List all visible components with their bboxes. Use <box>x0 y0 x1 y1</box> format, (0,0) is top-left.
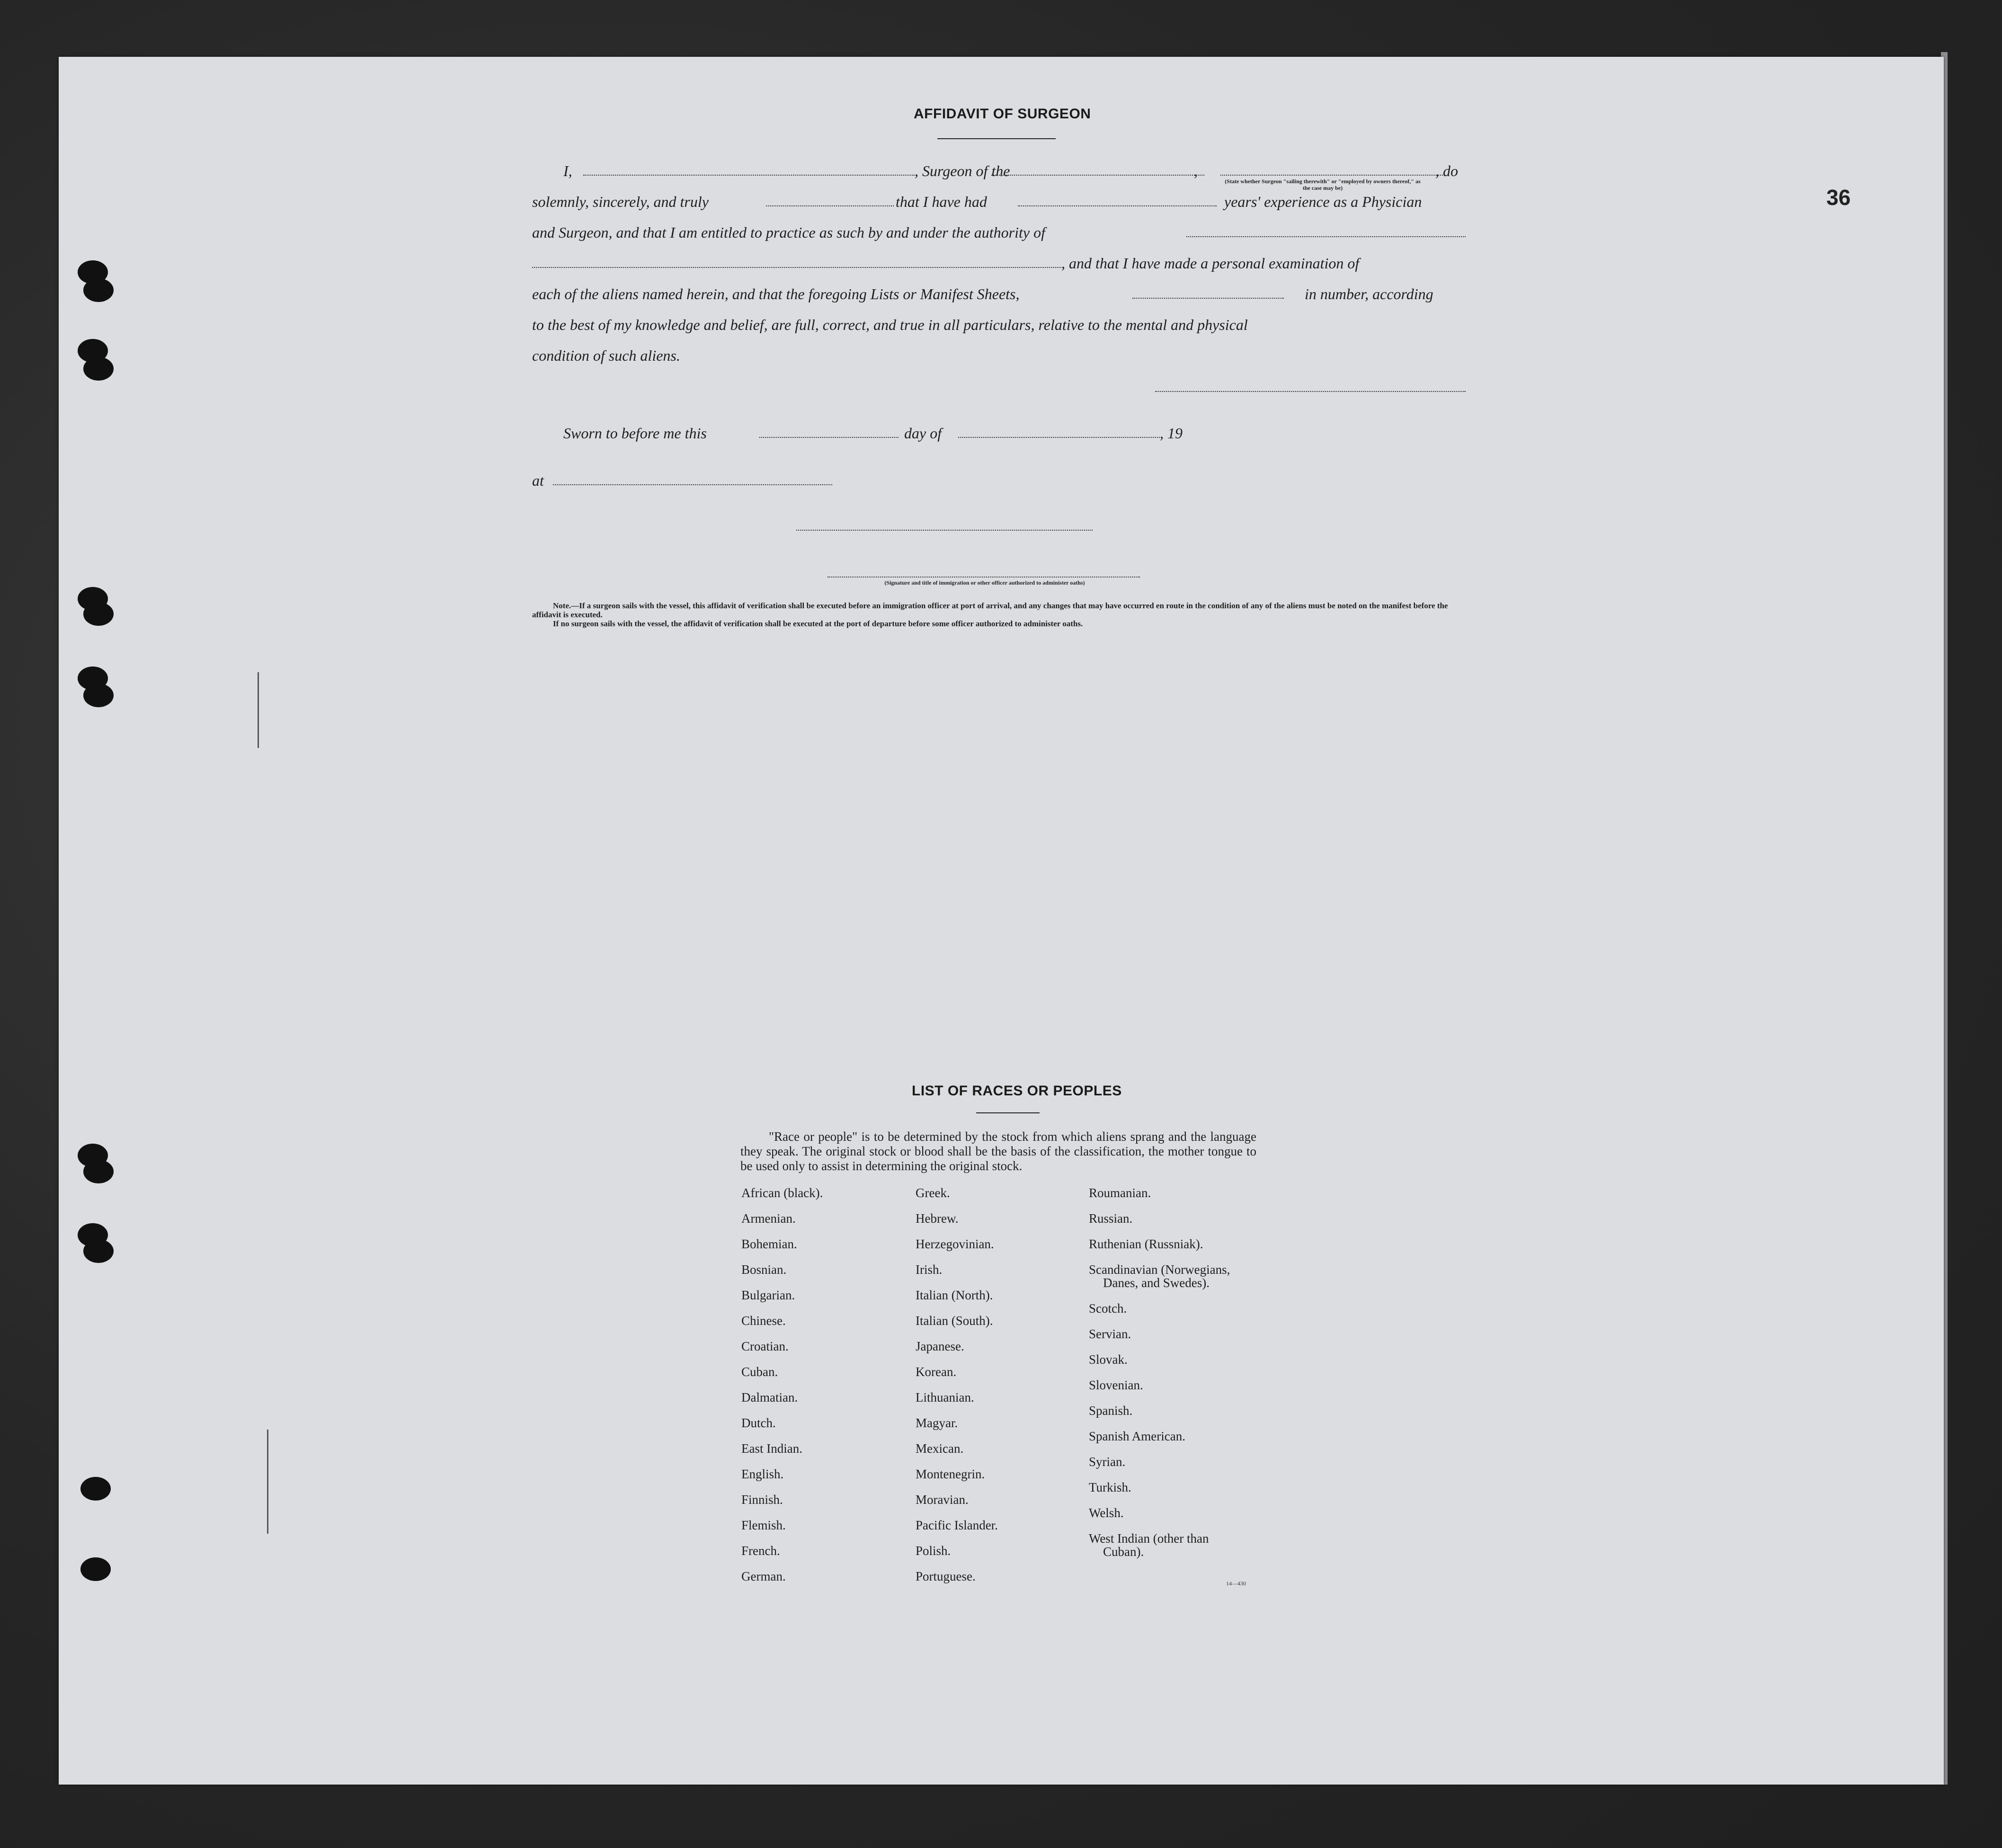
binder-hole <box>83 357 114 381</box>
race-item: Lithuanian. <box>916 1390 974 1404</box>
text-segment: day of <box>904 425 942 442</box>
race-item: Magyar. <box>916 1416 958 1430</box>
blank-sworn-place[interactable] <box>553 484 832 485</box>
race-item: Croatian. <box>741 1339 789 1353</box>
note-paragraph: Note.—If a surgeon sails with the vessel, this affidavit of verification shall be executed before an immigration officer at port of arrival, and any changes that may have occurred en route in the condition of any of the aliens must be noted on the manifest before the affidavit is executed. <box>532 601 1448 619</box>
race-item: Syrian. <box>1089 1455 1126 1469</box>
officer-signature-line[interactable] <box>796 530 1093 531</box>
blank-years[interactable] <box>1018 205 1217 206</box>
title-underline <box>937 138 1056 139</box>
text-segment: each of the aliens named herein, and that the foregoing Lists or Manifest Sheets, <box>532 285 1020 302</box>
race-item: Mexican. <box>916 1441 964 1456</box>
blank-sheet-count[interactable] <box>1132 298 1284 299</box>
affidavit-line-5 <box>532 282 1466 306</box>
races-title: LIST OF RACES OR PEOPLES <box>912 1083 1122 1099</box>
blank-authority[interactable] <box>1186 236 1466 237</box>
affidavit-line-2 <box>532 190 1466 213</box>
race-item: Hebrew. <box>916 1211 959 1226</box>
race-item: Slovenian. <box>1089 1378 1143 1392</box>
text-segment: , 19 <box>1160 425 1183 442</box>
text-segment: solemnly, sincerely, and truly <box>532 193 709 210</box>
binder-hole <box>83 1239 114 1263</box>
race-item: Bohemian. <box>741 1237 797 1251</box>
page-number: 36 <box>1826 185 1851 210</box>
race-item: West Indian (other than <box>1089 1531 1209 1546</box>
text-segment: Sworn to before me this <box>563 425 707 442</box>
affidavit-line-4 <box>532 251 1466 275</box>
race-item: French. <box>741 1544 780 1558</box>
race-item: Portuguese. <box>916 1569 976 1583</box>
races-title-underline <box>976 1112 1040 1113</box>
blank-sworn-day[interactable] <box>759 437 899 438</box>
race-item: Finnish. <box>741 1493 783 1507</box>
race-item: Bosnian. <box>741 1262 787 1277</box>
race-item: German. <box>741 1569 786 1583</box>
form-code: 14—430 <box>1226 1580 1246 1587</box>
margin-mark <box>258 672 259 748</box>
text-segment: years' experience as a Physician <box>1224 193 1422 210</box>
binder-hole <box>80 1477 111 1501</box>
text-segment: , <box>1194 162 1198 179</box>
race-item: Japanese. <box>916 1339 964 1353</box>
race-item: Roumanian. <box>1089 1186 1151 1200</box>
race-item: Slovak. <box>1089 1352 1128 1367</box>
race-item: Scandinavian (Norwegians, <box>1089 1262 1230 1277</box>
race-item: Pacific Islander. <box>916 1518 998 1532</box>
text-segment: , and that I have made a personal examination of <box>1061 255 1360 272</box>
race-item: Herzegovinian. <box>916 1237 994 1251</box>
blank-vessel[interactable] <box>991 175 1204 176</box>
text-segment: to the best of my knowledge and belief, are full, correct, and true in all particulars, relative to the mental and physical <box>532 316 1248 333</box>
blank-oath-word[interactable] <box>766 205 894 206</box>
race-item: African (black). <box>741 1186 823 1200</box>
race-item: Italian (North). <box>916 1288 993 1302</box>
race-item-cont: Cuban). <box>1103 1545 1144 1559</box>
race-item: Scotch. <box>1089 1301 1127 1315</box>
binder-hole <box>83 684 114 707</box>
text-segment: in number, according <box>1305 285 1433 302</box>
text-segment: , do <box>1435 162 1458 179</box>
race-item: Polish. <box>916 1544 951 1558</box>
race-item: Korean. <box>916 1365 957 1379</box>
race-item: Dutch. <box>741 1416 776 1430</box>
blank-sworn-month[interactable] <box>958 437 1160 438</box>
text-segment: that I have had <box>896 193 987 210</box>
binder-hole <box>83 602 114 626</box>
race-item: Flemish. <box>741 1518 786 1532</box>
races-intro <box>740 1129 1256 1173</box>
intro-paragraph: "Race or people" is to be determined by the stock from which aliens sprang and the language they speak. The original stock or blood shall be the basis of the classification, the mother tongue to be used only to assist in determining the original stock. <box>740 1129 1256 1173</box>
race-item: Welsh. <box>1089 1506 1124 1520</box>
race-item: English. <box>741 1467 784 1481</box>
at-line <box>532 469 1466 492</box>
status-instruction: (State whether Surgeon "sailing therewith" or "employed by owners thereof," as the case may be) <box>1225 178 1421 191</box>
binder-hole <box>83 1160 114 1183</box>
affidavit-note <box>532 601 1466 628</box>
race-item: Cuban. <box>741 1365 778 1379</box>
affidavit-title: AFFIDAVIT OF SURGEON <box>914 106 1091 122</box>
race-item: Armenian. <box>741 1211 796 1226</box>
race-item: Greek. <box>916 1186 950 1200</box>
race-item: Turkish. <box>1089 1480 1131 1494</box>
affidavit-line-7 <box>532 344 1466 367</box>
text-segment: and Surgeon, and that I am entitled to practice as such by and under the authority of <box>532 224 1045 241</box>
race-item: Montenegrin. <box>916 1467 985 1481</box>
race-item: Servian. <box>1089 1327 1131 1341</box>
affidavit-line-3 <box>532 221 1466 244</box>
blank-surgeon-status[interactable] <box>1220 175 1443 176</box>
race-item: Dalmatian. <box>741 1390 798 1404</box>
blank-authority-cont[interactable] <box>532 267 1061 268</box>
race-item: Irish. <box>916 1262 943 1277</box>
race-item: Ruthenian (Russniak). <box>1089 1237 1203 1251</box>
text-segment: condition of such aliens. <box>532 347 680 364</box>
sworn-line <box>532 421 1466 445</box>
race-item: Chinese. <box>741 1314 786 1328</box>
race-item: Spanish. <box>1089 1404 1133 1418</box>
note-paragraph: If no surgeon sails with the vessel, the affidavit of verification shall be executed at the port of departure before some officer authorized to administer oaths. <box>553 619 1083 628</box>
binder-hole <box>83 278 114 302</box>
race-item: Spanish American. <box>1089 1429 1185 1443</box>
race-item: East Indian. <box>741 1441 802 1456</box>
margin-mark <box>267 1430 268 1534</box>
officer-title-line[interactable] <box>827 577 1140 578</box>
race-item: Bulgarian. <box>741 1288 795 1302</box>
race-item-cont: Danes, and Swedes). <box>1103 1276 1210 1290</box>
race-item: Russian. <box>1089 1211 1133 1226</box>
text-segment: , Surgeon of the <box>915 162 1010 179</box>
signature-caption: (Signature and title of immigration or other officer authorized to administer oaths) <box>884 579 1085 586</box>
race-item: Moravian. <box>916 1493 969 1507</box>
affidavit-line-6 <box>532 313 1466 337</box>
binder-hole <box>80 1557 111 1581</box>
surgeon-signature-line[interactable] <box>1155 391 1466 392</box>
text-segment: at <box>532 472 544 489</box>
text-segment: I, <box>563 162 572 179</box>
race-item: Italian (South). <box>916 1314 993 1328</box>
blank-surgeon-name[interactable] <box>583 175 915 176</box>
